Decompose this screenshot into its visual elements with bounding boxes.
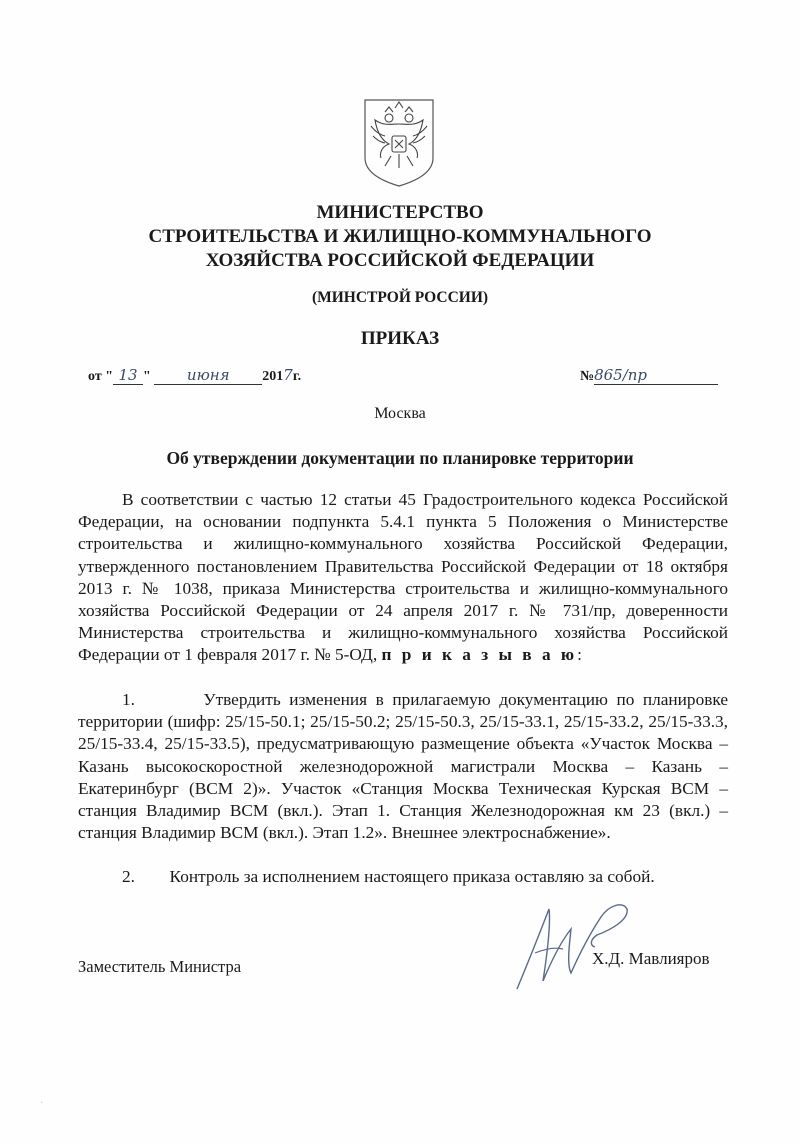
order-number: [580, 366, 718, 385]
document-title: Об утверждении документации по планировке территории: [166, 448, 634, 468]
date-year-digit: 7: [283, 366, 293, 384]
coat-of-arms-icon: [361, 96, 437, 188]
date-year-suffix: г.: [292, 369, 302, 384]
item-2-text: Контроль за исполнением настоящего приказа оставляю за собой.: [169, 867, 655, 886]
scan-artifact: ·: [40, 1098, 44, 1109]
ministry-name-line-1: МИНИСТЕРСТВО: [316, 202, 484, 223]
handwritten-signature: [505, 895, 655, 995]
date-prefix: от: [88, 369, 102, 384]
order-word: п р и к а з ы в а ю: [381, 645, 578, 665]
item-1-number: 1.: [122, 690, 135, 709]
date-year-prefix: 201: [262, 369, 284, 384]
preamble-text: В соответствии с частью 12 статьи 45 Градостроительного кодекса Российской Федерации, на основании подпункта 5.4.1 пункта 5 Положения о Министерстве строительства и жилищно-коммунального хозяйства Российской Федерации, утвержденного постановлением Правительства Российской Федерации от 18 октября 2013 г. № 1038, приказа Министерства строительства и жилищно-коммунального хозяйства Российской Федерации от 24 апреля 2017 г. № 731/пр, доверенности Министерства строительства и жилищно-коммунального хозяйства Российской Федерации от 1 февраля 2017 г. № 5-ОД,: [78, 490, 728, 665]
ministry-name-line-2: СТРОИТЕЛЬСТВА И ЖИЛИЩНО-КОММУНАЛЬНОГО: [148, 226, 652, 247]
preamble-paragraph: [78, 489, 728, 667]
signatory-role: Заместитель Министра: [78, 957, 242, 976]
ministry-abbreviation: (МИНСТРОЙ РОССИИ): [311, 289, 489, 306]
date-day: 13: [113, 366, 143, 385]
date-month: июня: [154, 366, 262, 385]
ministry-name-line-3: ХОЗЯЙСТВА РОССИЙСКОЙ ФЕДЕРАЦИИ: [205, 250, 595, 271]
document-type: ПРИКАЗ: [360, 328, 440, 349]
city: Москва: [374, 405, 426, 422]
item-2-number: 2.: [122, 867, 135, 886]
signatory-name: Х.Д. Мавлияров: [592, 949, 710, 968]
order-item-1: [78, 689, 728, 844]
order-date: от " 13 " июня 2017г.: [88, 366, 302, 384]
order-colon: :: [577, 645, 582, 665]
number-prefix: №: [580, 369, 595, 384]
number-value: 865/пр: [594, 366, 718, 385]
order-item-2: [78, 866, 728, 888]
item-1-text: Утвердить изменения в прилагаемую документацию по планировке территории (шифр: 25/15-50.1; 25/15-50.2; 25/15-50.3, 25/15-33.1, 25/15-33.2, 25/15-33.3, 25/15-33.4, 25/15-33.5), предусматривающую размещение объекта «Участок Москва – Казань высокоскоростной железнодорожной магистрали Москва – Казань – Екатеринбург (ВСМ 2)». Участок «Станция Москва Техническая Курская ВСМ – станция Владимир ВСМ (вкл.). Этап 1. Станция Железнодорожная км 23 (вкл.) – станция Владимир ВСМ (вкл.). Этап 1.2». Внешнее электроснабжение».: [78, 690, 728, 843]
